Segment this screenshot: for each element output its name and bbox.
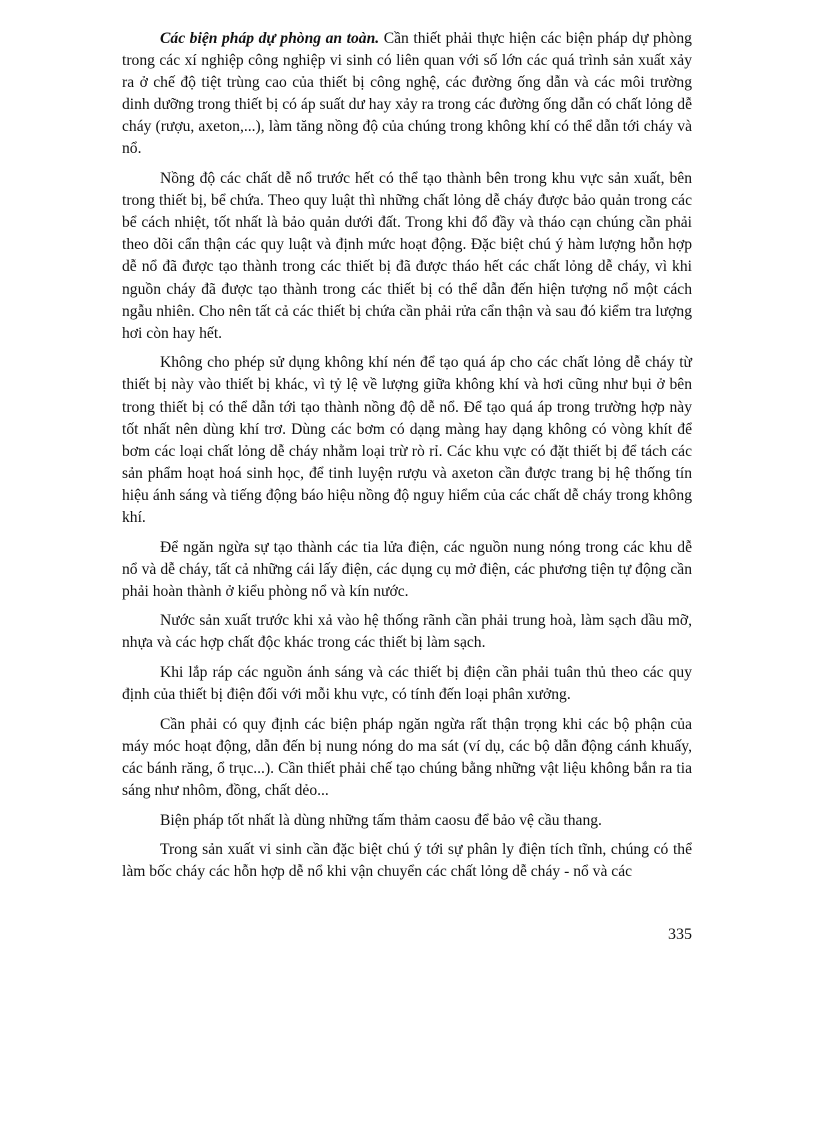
paragraph-waste-water: Nước sản xuất trước khi xả vào hệ thống rãnh cần phải trung hoà, làm sạch dầu mỡ, nhựa và các hợp chất độc khác trong các thiết bị làm sạch. [122,612,692,652]
paragraph-electric-sparks: Để ngăn ngừa sự tạo thành các tia lửa điện, các nguồn nung nóng trong các khu dễ nổ và dễ cháy, tất cả những cái lấy điện, các dụng cụ mở điện, các phương tiện tự động cần phải hoàn thành ở kiểu phòng nổ và kín nước. [122,538,692,600]
page-number: 335 [668,926,692,943]
paragraph-safety-measures [122,28,692,161]
body-text [122,28,692,891]
paragraph-compressed-air: Không cho phép sử dụng không khí nén để tạo quá áp cho các chất lỏng dễ cháy từ thiết bị này vào thiết bị khác, vì tỷ lệ về lượng giữa không khí và hơi cũng như bụi ở bên trong thiết bị có thể dẫn tới tạo thành nồng độ dễ nổ. Để tạo quá áp trong trường hợp này tốt nhất nên dùng khí trơ. Dùng các bơm có dạng màng hay dạng không có vòng khít để bơm các loại chất lỏng dễ cháy nhằm loại trừ rò rỉ. Các khu vực có đặt thiết bị để tách các sản phẩm hoạt hoá sinh học, để tinh luyện rượu và axeton cần được trang bị hệ thống tín hiệu ánh sáng và tiếng động báo hiệu nồng độ nguy hiểm của các chất dễ cháy trong không khí. [122,354,692,526]
paragraph-static-electricity: Trong sản xuất vi sinh cần đặc biệt chú ý tới sự phân ly điện tích tĩnh, chúng có thể làm bốc cháy các hỗn hợp dễ nổ khi vận chuyển các chất lỏng dễ cháy - nổ và các [122,841,692,881]
paragraph-lighting: Khi lắp ráp các nguồn ánh sáng và các thiết bị điện cần phải tuân thủ theo các quy định của thiết bị điện đối với mỗi khu vực, có tính đến loại phân xưởng. [122,664,692,704]
section-heading: Các biện pháp dự phòng an toàn. [160,30,380,47]
paragraph-rubber-mats: Biện pháp tốt nhất là dùng những tấm thảm caosu để bảo vệ cầu thang. [160,811,602,829]
paragraph-friction-heating: Cần phải có quy định các biện pháp ngăn ngừa rất thận trọng khi các bộ phận của máy móc hoạt động, dẫn đến bị nung nóng do ma sát (ví dụ, các bộ dẫn động cánh khuấy, các bánh răng, ổ trục...). Cần thiết phải chế tạo chúng bằng những vật liệu không bắn ra tia sáng như nhôm, đồng, chất dẻo... [122,715,692,799]
paragraph-text: Cần thiết phải thực hiện các biện pháp dự phòng trong các xí nghiệp công nghiệp vi sinh có liên quan với số lớn các quá trình sản xuất xảy ra ở chế độ tiệt trùng cao của thiết bị công nghệ, các đường ống dẫn và các môi trường dinh dưỡng trong thiết bị có áp suất dư hay xảy ra trong các đường ống dẫn có chất lỏng dễ cháy (rượu, axeton,...), làm tăng nồng độ của chúng trong không khí có thể dẫn tới cháy và nổ. [122,30,692,158]
paragraph-explosive-concentration: Nồng độ các chất dễ nổ trước hết có thể tạo thành bên trong khu vực sản xuất, bên trong thiết bị, bể chứa. Theo quy luật thì những chất lỏng dễ cháy được bảo quản trong các bể cách nhiệt, tốt nhất là bảo quản dưới đất. Trong khi đổ đầy và tháo cạn chúng cần phải theo dõi cẩn thận các quy luật và định mức hoạt động. Đặc biệt chú ý hàm lượng hỗn hợp dễ nổ đã được tạo thành trong các thiết bị đã được tháo hết các chất lỏng dễ cháy, vì khi nguồn cháy đã được tạo thành trong các thiết bị có thể dẫn đến hiện tượng nổ một cách ngẫu nhiên. Cho nên tất cả các thiết bị chứa cần phải rửa cẩn thận và sau đó kiểm tra lượng hơi còn hay hết. [122,170,692,342]
